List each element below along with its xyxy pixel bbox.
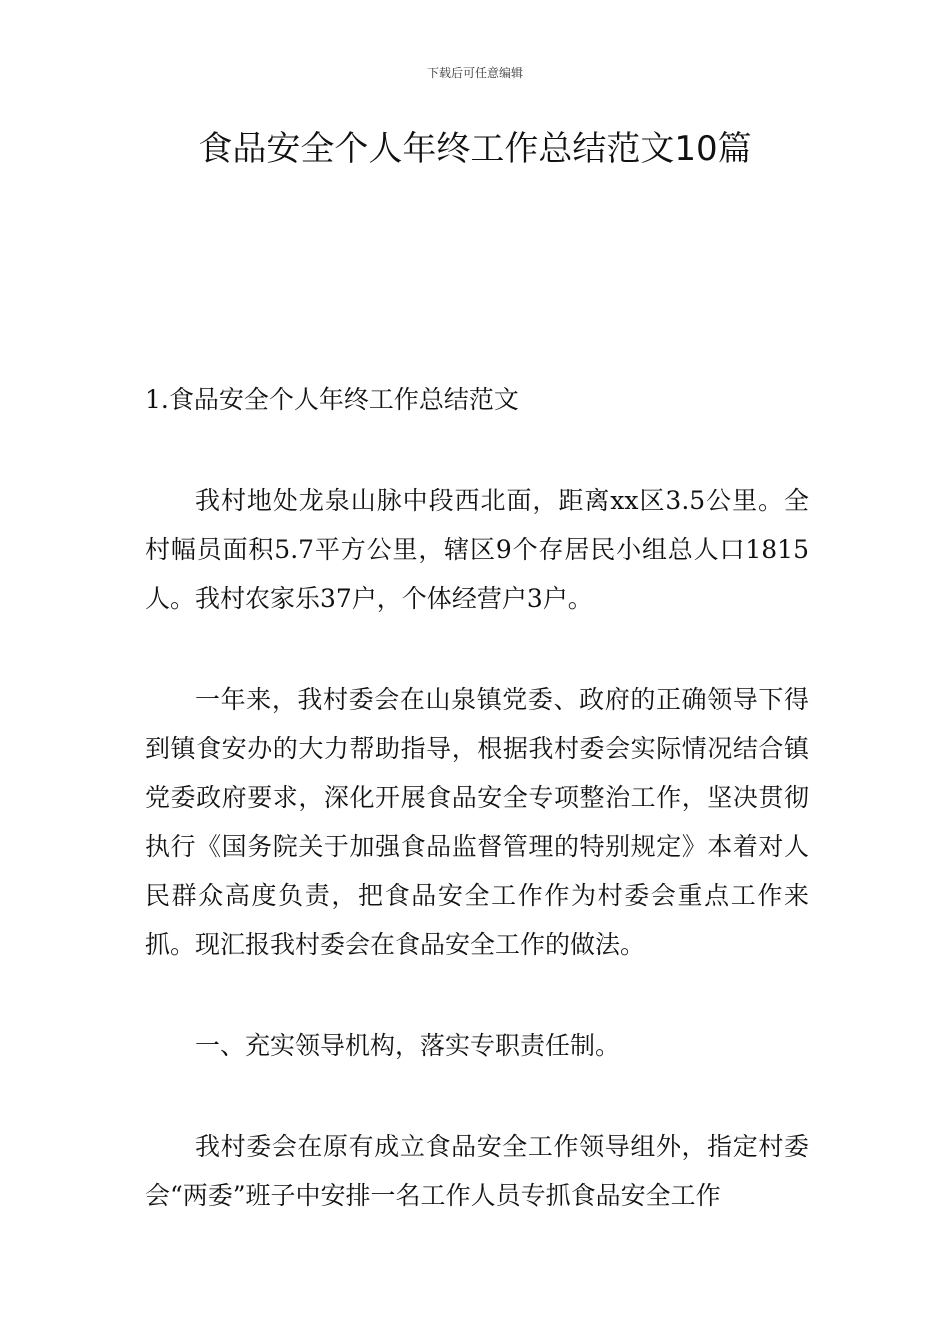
document-body [145, 376, 809, 1272]
paragraph-subheading-leadership: 一、充实领导机构，落实专职责任制。 [195, 1031, 621, 1060]
document-title: 食品安全个人年终工作总结范文10篇 [198, 129, 752, 169]
paragraph-work-summary: 一年来，我村委会在山泉镇党委、政府的正确领导下得到镇食安办的大力帮助指导，根据我村委会实际情况结合镇党委政府要求，深化开展食品安全专项整治工作，坚决贯彻执行《国务院关于加强食品监督管理的特别规定》本着对人民群众高度负责，把食品安全工作作为村委会重点工作来抓。现汇报我村委会在食品安全工作的做法。 [145, 685, 809, 959]
paragraph-leadership-detail: 我村委会在原有成立食品安全工作领导组外，指定村委会“两委”班子中安排一名工作人员专抓食品安全工作 [145, 1132, 809, 1210]
header-note: 下载后可任意编辑 [426, 66, 523, 80]
paragraph-village-overview: 我村地处龙泉山脉中段西北面，距离xx区3.5公里。全村幅员面积5.7平方公里，辖区9个存居民小组总人口1815人。我村农家乐37户，个体经营户3户。 [145, 486, 809, 613]
section-heading: 1.食品安全个人年终工作总结范文 [145, 385, 519, 414]
